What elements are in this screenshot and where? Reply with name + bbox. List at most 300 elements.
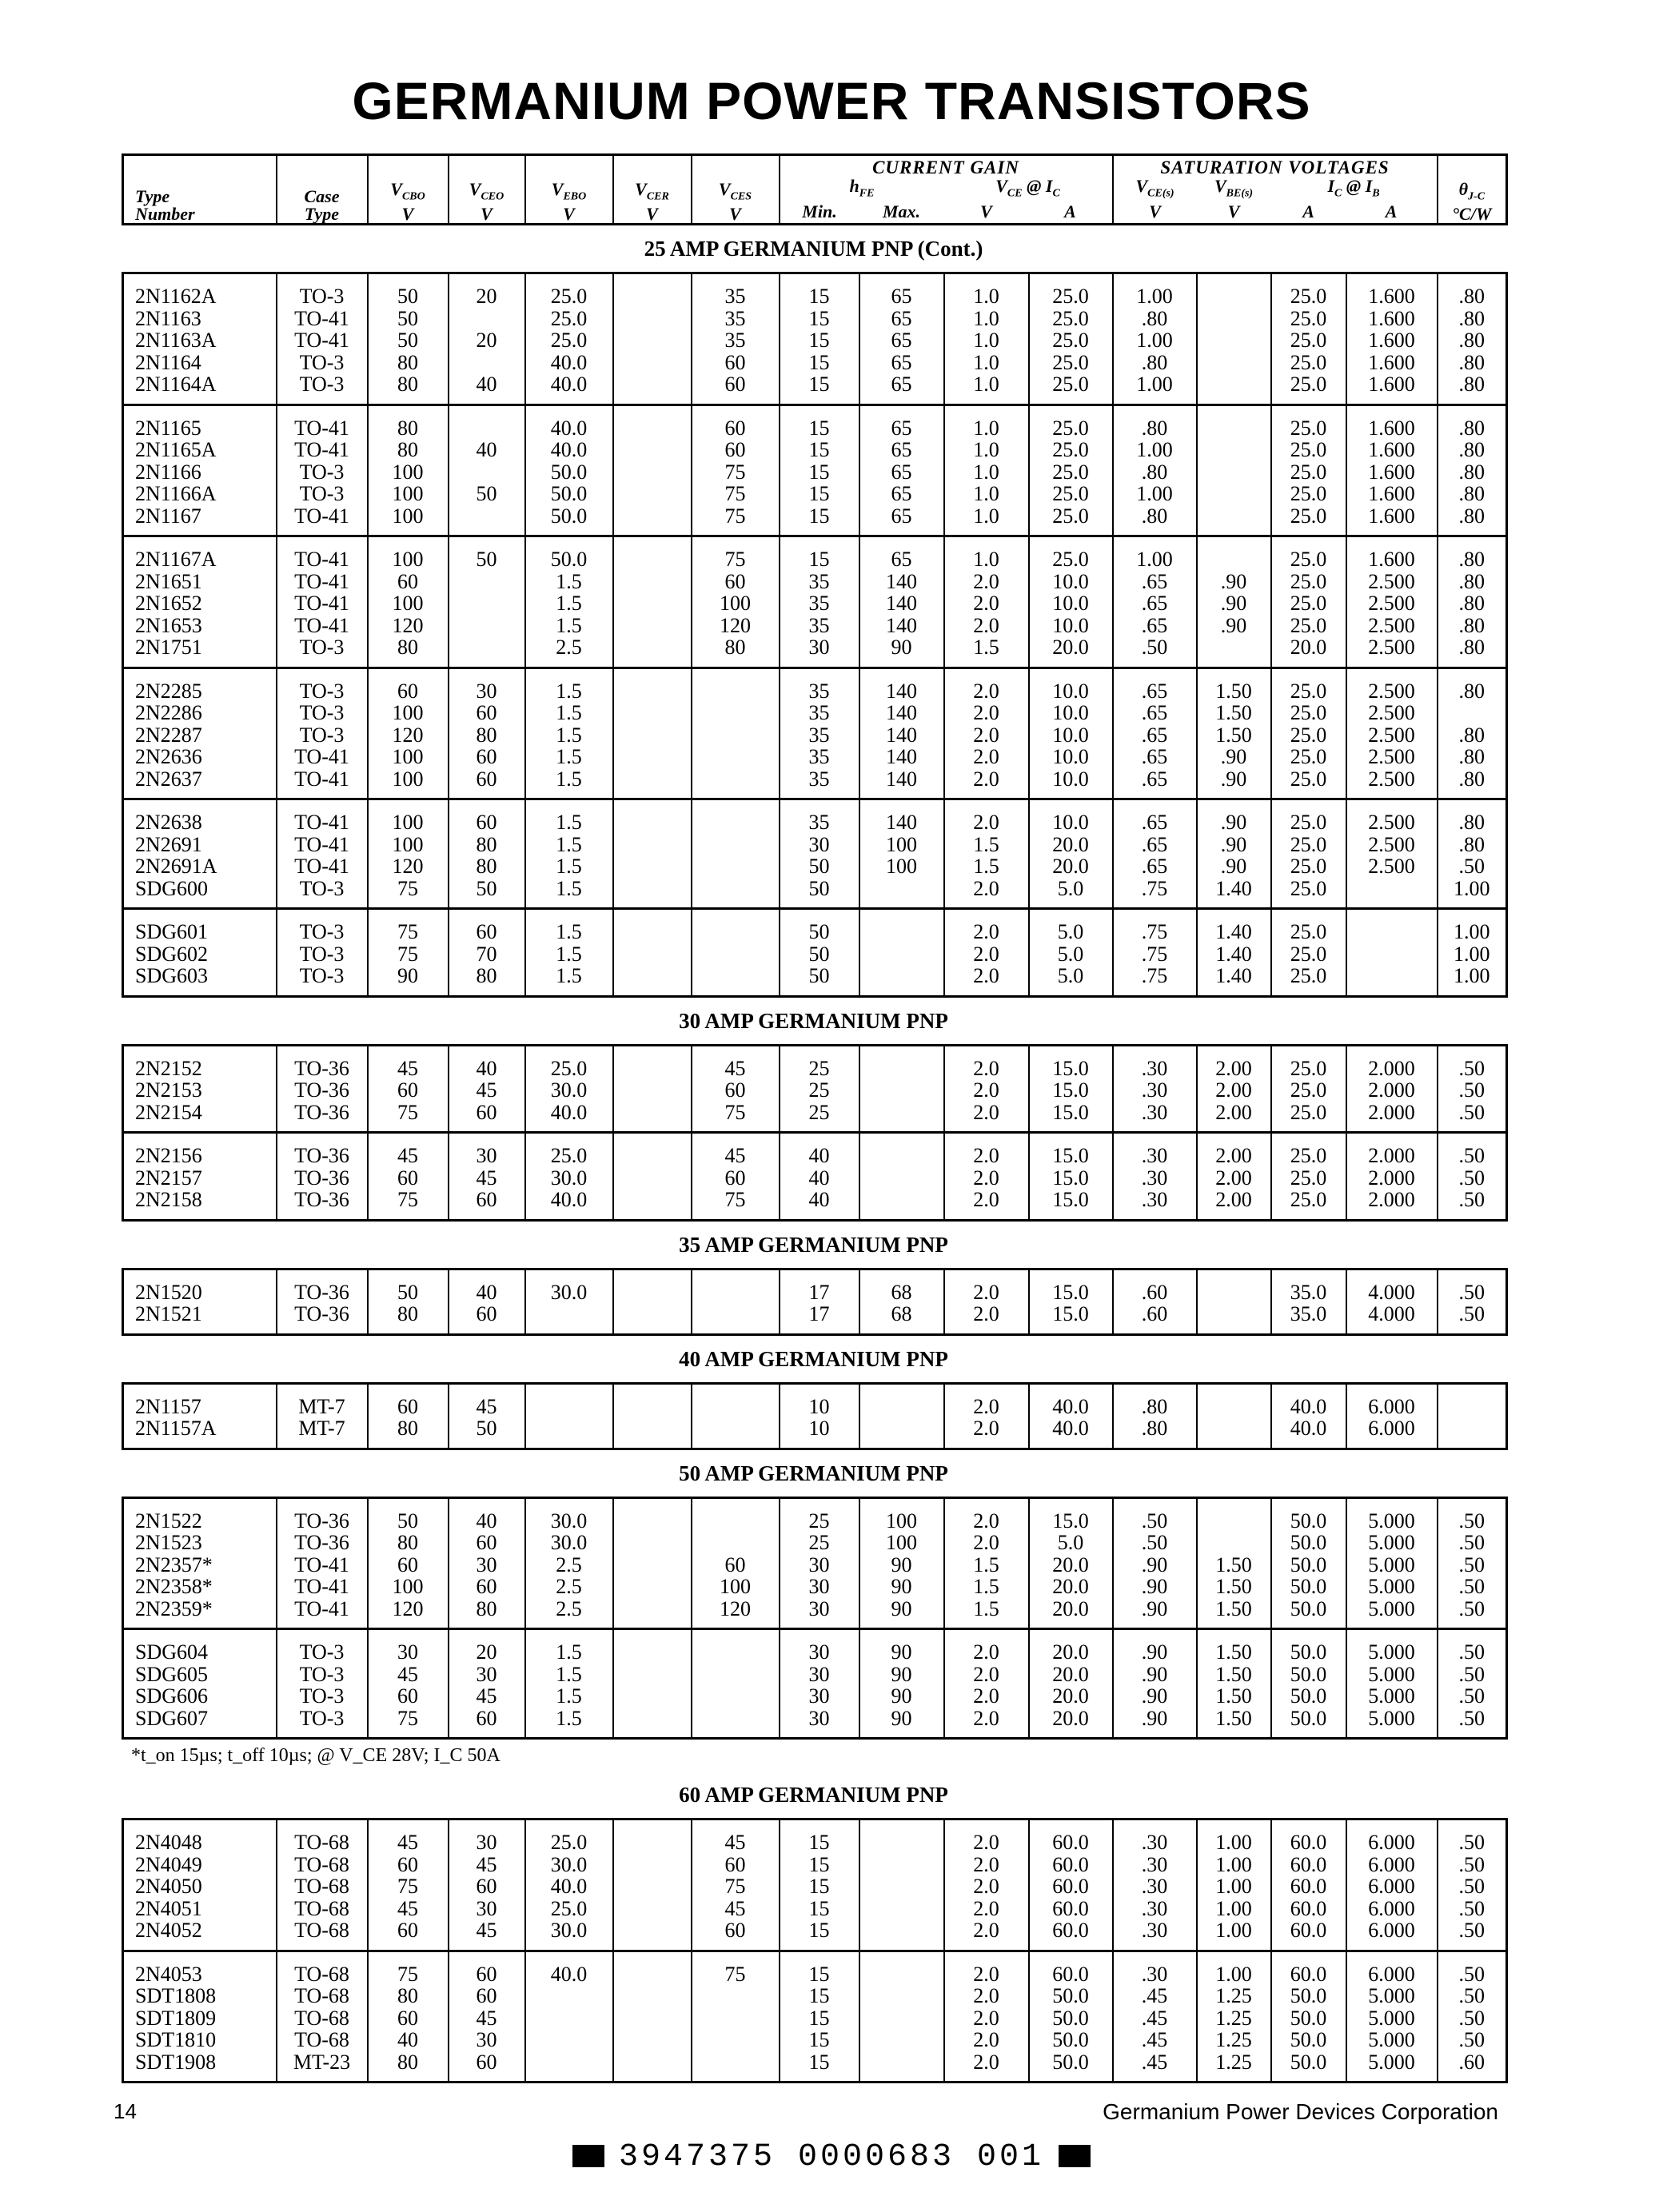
cell-vceo: 45: [449, 2007, 525, 2030]
cell-vbe-sat: [1197, 373, 1271, 405]
cell-vbe-sat: 1.50: [1197, 724, 1271, 747]
table-row: [123, 834, 1507, 856]
table-row: [123, 461, 1507, 484]
table-row: [123, 1417, 1507, 1449]
cell-vebo: 40.0: [525, 373, 613, 405]
cell-vce: 1.5: [944, 636, 1029, 668]
cell-ic: 60.0: [1029, 1819, 1113, 1854]
cell-vcer: [613, 1102, 692, 1133]
cell-vces: 75: [692, 1875, 780, 1898]
cell-vcbo: 75: [368, 1189, 449, 1220]
cell-hfe-max: 65: [859, 329, 944, 352]
cell-case-type: TO-41: [277, 308, 368, 330]
cell-ib: 5.000: [1346, 1532, 1438, 1554]
cell-vce: 2.0: [944, 1819, 1029, 1854]
cell-vces: 75: [692, 1189, 780, 1220]
cell-vce: 1.5: [944, 1598, 1029, 1629]
cell-vce-sat: .90: [1113, 1576, 1197, 1598]
cell-vebo: 1.5: [525, 909, 613, 943]
cell-vcer: [613, 1985, 692, 2007]
cell-hfe-min: 25: [780, 1102, 859, 1133]
cell-vceo: 60: [449, 2051, 525, 2082]
cell-vebo: 1.5: [525, 965, 613, 996]
cell-ic: 10.0: [1029, 668, 1113, 702]
cell-vbe-sat: 1.50: [1197, 702, 1271, 724]
table-row: [123, 1919, 1507, 1951]
cell-vce: 1.0: [944, 329, 1029, 352]
cell-vcer: [613, 308, 692, 330]
cell-hfe-max: [859, 2051, 944, 2082]
cell-vce-sat: .90: [1113, 1554, 1197, 1576]
cell-vceo: [449, 615, 525, 637]
cell-vbe-sat: 1.25: [1197, 2051, 1271, 2082]
cell-ic-sat: 50.0: [1271, 1554, 1346, 1576]
cell-type-number: 2N1166A: [135, 482, 217, 506]
cell-vceo: 40: [449, 373, 525, 405]
header-theta-jc: $\theta_{J-C}$ °C/W: [1438, 155, 1507, 225]
cell-theta-jc: .50: [1438, 1629, 1507, 1664]
cell-case-type: TO-41: [277, 1576, 368, 1598]
cell-case-type: TO-41: [277, 834, 368, 856]
cell-hfe-min: 15: [780, 505, 859, 536]
cell-ic-sat: 25.0: [1271, 329, 1346, 352]
cell-ic-sat: 25.0: [1271, 878, 1346, 909]
cell-ib: [1346, 878, 1438, 909]
cell-ib: [1346, 909, 1438, 943]
cell-vcer: [613, 943, 692, 966]
cell-vbe-sat: .90: [1197, 768, 1271, 799]
cell-vces: 60: [692, 439, 780, 461]
cell-type-number: SDT1908: [135, 2050, 217, 2074]
cell-vces: [692, 1383, 780, 1417]
table-row: [123, 1985, 1507, 2007]
section-heading: 25 AMP GERMANIUM PNP (Cont.): [644, 237, 983, 261]
cell-vbe-sat: .90: [1197, 855, 1271, 878]
cell-vcer: [613, 2051, 692, 2082]
cell-ic: 15.0: [1029, 1133, 1113, 1167]
cell-vebo: [525, 1383, 613, 1417]
cell-hfe-min: 10: [780, 1383, 859, 1417]
cell-hfe-max: 100: [859, 1497, 944, 1532]
cell-vces: 100: [692, 592, 780, 615]
cell-case-type: TO-68: [277, 1951, 368, 1985]
cell-ic-sat: 25.0: [1271, 799, 1346, 834]
cell-vces: 75: [692, 483, 780, 505]
cell-hfe-max: 65: [859, 373, 944, 405]
cell-ic-sat: 60.0: [1271, 1819, 1346, 1854]
cell-vce-sat: .45: [1113, 2029, 1197, 2051]
cell-vce-sat: .60: [1113, 1269, 1197, 1303]
cell-case-type: TO-3: [277, 965, 368, 996]
cell-vceo: 40: [449, 1045, 525, 1079]
table-row: [123, 615, 1507, 637]
cell-vbe-sat: 1.50: [1197, 1629, 1271, 1664]
cell-vceo: 60: [449, 1532, 525, 1554]
cell-type-number: SDG602: [135, 942, 209, 966]
cell-hfe-min: 15: [780, 273, 859, 308]
table-row: [123, 1664, 1507, 1686]
cell-vbe-sat: 2.00: [1197, 1079, 1271, 1102]
cell-vce-sat: .30: [1113, 1854, 1197, 1876]
cell-vcbo: 100: [368, 834, 449, 856]
cell-vceo: 60: [449, 1951, 525, 1985]
table-row: [123, 909, 1507, 943]
cell-case-type: MT-7: [277, 1383, 368, 1417]
cell-ic: 5.0: [1029, 965, 1113, 996]
cell-hfe-min: 35: [780, 702, 859, 724]
cell-ic: 25.0: [1029, 373, 1113, 405]
cell-ic: 40.0: [1029, 1383, 1113, 1417]
cell-ic-sat: 35.0: [1271, 1269, 1346, 1303]
cell-theta-jc: .50: [1438, 1898, 1507, 1920]
cell-theta-jc: .50: [1438, 855, 1507, 878]
cell-vcbo: 50: [368, 273, 449, 308]
transistor-spec-table: [122, 153, 1505, 2083]
cell-theta-jc: .80: [1438, 615, 1507, 637]
cell-case-type: TO-3: [277, 352, 368, 374]
cell-hfe-min: 15: [780, 2051, 859, 2082]
cell-vces: 60: [692, 405, 780, 439]
cell-vces: 75: [692, 505, 780, 536]
cell-ib: 6.000: [1346, 1819, 1438, 1854]
cell-type-number: 2N1163: [135, 306, 201, 330]
cell-vces: [692, 702, 780, 724]
cell-ic-sat: 25.0: [1271, 965, 1346, 996]
cell-vebo: 1.5: [525, 592, 613, 615]
cell-ic-sat: 20.0: [1271, 636, 1346, 668]
cell-ic-sat: 25.0: [1271, 615, 1346, 637]
cell-ic-sat: 25.0: [1271, 273, 1346, 308]
cell-hfe-min: 35: [780, 724, 859, 747]
cell-vebo: 40.0: [525, 405, 613, 439]
cell-vcer: [613, 1898, 692, 1920]
cell-hfe-min: 30: [780, 1664, 859, 1686]
cell-ic: 10.0: [1029, 746, 1113, 768]
cell-ic: 10.0: [1029, 702, 1113, 724]
cell-ib: 4.000: [1346, 1303, 1438, 1334]
cell-theta-jc: .80: [1438, 746, 1507, 768]
cell-vce: 1.0: [944, 505, 1029, 536]
cell-ib: 2.000: [1346, 1079, 1438, 1102]
cell-hfe-min: 50: [780, 878, 859, 909]
cell-vce-sat: .65: [1113, 855, 1197, 878]
cell-vce: 2.0: [944, 724, 1029, 747]
cell-vcer: [613, 1629, 692, 1664]
cell-case-type: TO-68: [277, 2029, 368, 2051]
cell-hfe-max: 65: [859, 505, 944, 536]
cell-vces: [692, 668, 780, 702]
cell-vces: 100: [692, 1576, 780, 1598]
cell-vebo: 40.0: [525, 1189, 613, 1220]
cell-ic: 60.0: [1029, 1919, 1113, 1951]
cell-vbe-sat: 1.40: [1197, 943, 1271, 966]
cell-ib: 6.000: [1346, 1875, 1438, 1898]
cell-hfe-min: 15: [780, 1819, 859, 1854]
cell-hfe-min: 25: [780, 1079, 859, 1102]
cell-case-type: TO-3: [277, 461, 368, 484]
cell-vceo: 30: [449, 2029, 525, 2051]
table-row: [123, 668, 1507, 702]
cell-vcbo: 80: [368, 1532, 449, 1554]
table-row: [123, 746, 1507, 768]
cell-vce: 2.0: [944, 1383, 1029, 1417]
cell-vces: 45: [692, 1133, 780, 1167]
cell-theta-jc: .50: [1438, 1102, 1507, 1133]
cell-hfe-min: 30: [780, 1554, 859, 1576]
cell-ib: 2.000: [1346, 1167, 1438, 1190]
cell-vebo: 1.5: [525, 943, 613, 966]
cell-ic: 50.0: [1029, 2029, 1113, 2051]
cell-vcbo: 100: [368, 1576, 449, 1598]
cell-ic: 15.0: [1029, 1303, 1113, 1334]
cell-vbe-sat: 1.00: [1197, 1919, 1271, 1951]
cell-vbe-sat: [1197, 439, 1271, 461]
cell-theta-jc: .80: [1438, 834, 1507, 856]
cell-vce-sat: .30: [1113, 1133, 1197, 1167]
cell-ib: 1.600: [1346, 483, 1438, 505]
cell-vbe-sat: 1.50: [1197, 1576, 1271, 1598]
cell-vbe-sat: [1197, 273, 1271, 308]
cell-vebo: 40.0: [525, 1102, 613, 1133]
table-row: [123, 1497, 1507, 1532]
cell-vcer: [613, 724, 692, 747]
cell-vce-sat: .50: [1113, 1497, 1197, 1532]
cell-ib: 2.500: [1346, 702, 1438, 724]
section-table: [122, 272, 1508, 998]
cell-ic-sat: 25.0: [1271, 352, 1346, 374]
cell-vce-sat: .65: [1113, 668, 1197, 702]
cell-vce-sat: .75: [1113, 965, 1197, 996]
cell-ic-sat: 35.0: [1271, 1303, 1346, 1334]
cell-hfe-min: 25: [780, 1497, 859, 1532]
cell-ib: [1346, 965, 1438, 996]
cell-ic-sat: 60.0: [1271, 1854, 1346, 1876]
cell-vce-sat: .30: [1113, 1875, 1197, 1898]
cell-case-type: TO-3: [277, 636, 368, 668]
cell-vebo: 1.5: [525, 878, 613, 909]
cell-hfe-max: 65: [859, 483, 944, 505]
table-row: [123, 1303, 1507, 1334]
cell-theta-jc: .50: [1438, 1951, 1507, 1985]
cell-vce-sat: .75: [1113, 909, 1197, 943]
section-table: [122, 1268, 1508, 1336]
table-row: [123, 1898, 1507, 1920]
cell-type-number: 2N1167: [135, 504, 201, 528]
cell-case-type: TO-41: [277, 536, 368, 571]
cell-vcbo: 120: [368, 1598, 449, 1629]
cell-type-number: 2N4048: [135, 1831, 202, 1855]
cell-vcbo: 75: [368, 1708, 449, 1739]
cell-hfe-min: 15: [780, 2007, 859, 2030]
cell-hfe-min: 17: [780, 1303, 859, 1334]
cell-theta-jc: .80: [1438, 592, 1507, 615]
cell-ib: 2.500: [1346, 855, 1438, 878]
cell-hfe-min: 15: [780, 308, 859, 330]
cell-vcer: [613, 636, 692, 668]
table-row: [123, 536, 1507, 571]
cell-vbe-sat: [1197, 405, 1271, 439]
cell-theta-jc: .50: [1438, 1985, 1507, 2007]
cell-hfe-max: [859, 1854, 944, 1876]
cell-hfe-min: 15: [780, 1875, 859, 1898]
table-row: [123, 352, 1507, 374]
cell-type-number: 2N2691: [135, 832, 202, 856]
cell-theta-jc: .50: [1438, 1685, 1507, 1708]
cell-vbe-sat: 1.00: [1197, 1875, 1271, 1898]
cell-case-type: TO-68: [277, 1898, 368, 1920]
cell-vcbo: 45: [368, 1664, 449, 1686]
cell-case-type: TO-36: [277, 1303, 368, 1334]
cell-case-type: TO-68: [277, 1875, 368, 1898]
cell-vebo: [525, 1985, 613, 2007]
cell-vce: 2.0: [944, 1708, 1029, 1739]
cell-type-number: 2N2287: [135, 723, 202, 747]
cell-vce: 2.0: [944, 1133, 1029, 1167]
cell-hfe-min: 40: [780, 1133, 859, 1167]
cell-vcbo: 90: [368, 965, 449, 996]
header-ic-at-ib: $I_C$ @ $I_B$: [1327, 175, 1380, 199]
cell-type-number: SDT1810: [135, 2028, 217, 2052]
table-row: [123, 1133, 1507, 1167]
cell-ic: 5.0: [1029, 1532, 1113, 1554]
cell-vces: 60: [692, 1167, 780, 1190]
cell-type-number: 2N2156: [123, 1133, 277, 1167]
cell-vebo: 50.0: [525, 505, 613, 536]
cell-hfe-min: 15: [780, 439, 859, 461]
cell-vceo: 80: [449, 855, 525, 878]
cell-hfe-max: 140: [859, 746, 944, 768]
cell-ic: 25.0: [1029, 505, 1113, 536]
cell-ib: 6.000: [1346, 1383, 1438, 1417]
cell-vce: 2.0: [944, 1417, 1029, 1449]
table-row: [123, 1554, 1507, 1576]
cell-hfe-max: 90: [859, 1664, 944, 1686]
cell-hfe-max: [859, 965, 944, 996]
cell-vceo: [449, 461, 525, 484]
header-hfe: $h_{FE}$: [780, 177, 944, 202]
cell-theta-jc: .80: [1438, 668, 1507, 702]
cell-vces: 75: [692, 1102, 780, 1133]
header-vce-unit: V: [980, 201, 992, 222]
cell-vcer: [613, 373, 692, 405]
cell-vces: [692, 878, 780, 909]
cell-theta-jc: .50: [1438, 1598, 1507, 1629]
cell-hfe-min: 15: [780, 2029, 859, 2051]
cell-vebo: 25.0: [525, 1819, 613, 1854]
cell-vcbo: 75: [368, 878, 449, 909]
cell-vce: 1.0: [944, 352, 1029, 374]
cell-ic-sat: 50.0: [1271, 1664, 1346, 1686]
cell-case-type: TO-3: [277, 668, 368, 702]
cell-vces: [692, 1269, 780, 1303]
cell-case-type: TO-36: [277, 1167, 368, 1190]
cell-vce: 2.0: [944, 1497, 1029, 1532]
cell-hfe-min: 30: [780, 1629, 859, 1664]
cell-case-type: TO-68: [277, 1854, 368, 1876]
cell-vcbo: 45: [368, 1898, 449, 1920]
cell-vcbo: 60: [368, 668, 449, 702]
cell-theta-jc: .50: [1438, 1497, 1507, 1532]
table-header: [122, 153, 1508, 225]
cell-hfe-min: 30: [780, 1598, 859, 1629]
cell-vcer: [613, 1497, 692, 1532]
cell-case-type: TO-41: [277, 1554, 368, 1576]
cell-theta-jc: .80: [1438, 636, 1507, 668]
cell-ib: 5.000: [1346, 1497, 1438, 1532]
cell-vceo: 60: [449, 1303, 525, 1334]
cell-vcer: [613, 405, 692, 439]
cell-hfe-max: [859, 1167, 944, 1190]
sections: [122, 225, 1505, 2083]
cell-vbe-sat: [1197, 1532, 1271, 1554]
cell-hfe-max: 140: [859, 799, 944, 834]
cell-case-type: MT-23: [277, 2051, 368, 2082]
cell-ic-sat: 50.0: [1271, 1629, 1346, 1664]
table-row: [123, 1875, 1507, 1898]
cell-ib: 2.500: [1346, 834, 1438, 856]
cell-vebo: 30.0: [525, 1079, 613, 1102]
cell-ib: 2.500: [1346, 799, 1438, 834]
cell-vce: 2.0: [944, 768, 1029, 799]
cell-vcbo: 60: [368, 1919, 449, 1951]
cell-vce-sat: .90: [1113, 1598, 1197, 1629]
cell-vceo: 80: [449, 834, 525, 856]
cell-vce-sat: .65: [1113, 799, 1197, 834]
cell-hfe-max: 140: [859, 571, 944, 593]
cell-vceo: 30: [449, 1898, 525, 1920]
cell-theta-jc: [1438, 702, 1507, 724]
cell-vces: [692, 1629, 780, 1664]
cell-case-type: TO-3: [277, 909, 368, 943]
cell-vces: 60: [692, 352, 780, 374]
cell-vbe-sat: [1197, 505, 1271, 536]
cell-hfe-min: 15: [780, 536, 859, 571]
cell-hfe-max: 140: [859, 702, 944, 724]
cell-vbe-sat: .90: [1197, 746, 1271, 768]
cell-hfe-min: 17: [780, 1269, 859, 1303]
cell-theta-jc: .50: [1438, 1189, 1507, 1220]
cell-vce: 2.0: [944, 965, 1029, 996]
cell-vce: 2.0: [944, 1951, 1029, 1985]
cell-case-type: TO-41: [277, 571, 368, 593]
section-heading: 40 AMP GERMANIUM PNP: [679, 1346, 948, 1371]
cell-vcer: [613, 855, 692, 878]
cell-vcbo: 80: [368, 1303, 449, 1334]
cell-vcer: [613, 615, 692, 637]
cell-vbe-sat: 1.25: [1197, 2007, 1271, 2030]
cell-vces: [692, 1664, 780, 1686]
cell-vceo: 45: [449, 1685, 525, 1708]
cell-theta-jc: .50: [1438, 1045, 1507, 1079]
header-type-number: Type Number: [135, 186, 195, 225]
cell-type-number: 2N2358*: [135, 1575, 213, 1599]
cell-vce: 2.0: [944, 1532, 1029, 1554]
cell-vcer: [613, 273, 692, 308]
cell-ic-sat: 25.0: [1271, 668, 1346, 702]
cell-vce-sat: .80: [1113, 308, 1197, 330]
cell-theta-jc: .50: [1438, 1576, 1507, 1598]
table-row: [123, 768, 1507, 799]
cell-ic: 20.0: [1029, 1685, 1113, 1708]
cell-type-number: 2N4052: [135, 1919, 202, 1943]
cell-hfe-min: 15: [780, 1919, 859, 1951]
cell-vce-sat: .75: [1113, 878, 1197, 909]
cell-vebo: 2.5: [525, 1598, 613, 1629]
barcode-block-left: [572, 2145, 604, 2167]
page-title: GERMANIUM POWER TRANSISTORS: [352, 71, 1311, 130]
cell-type-number: 2N4053: [123, 1951, 277, 1985]
cell-vces: [692, 768, 780, 799]
